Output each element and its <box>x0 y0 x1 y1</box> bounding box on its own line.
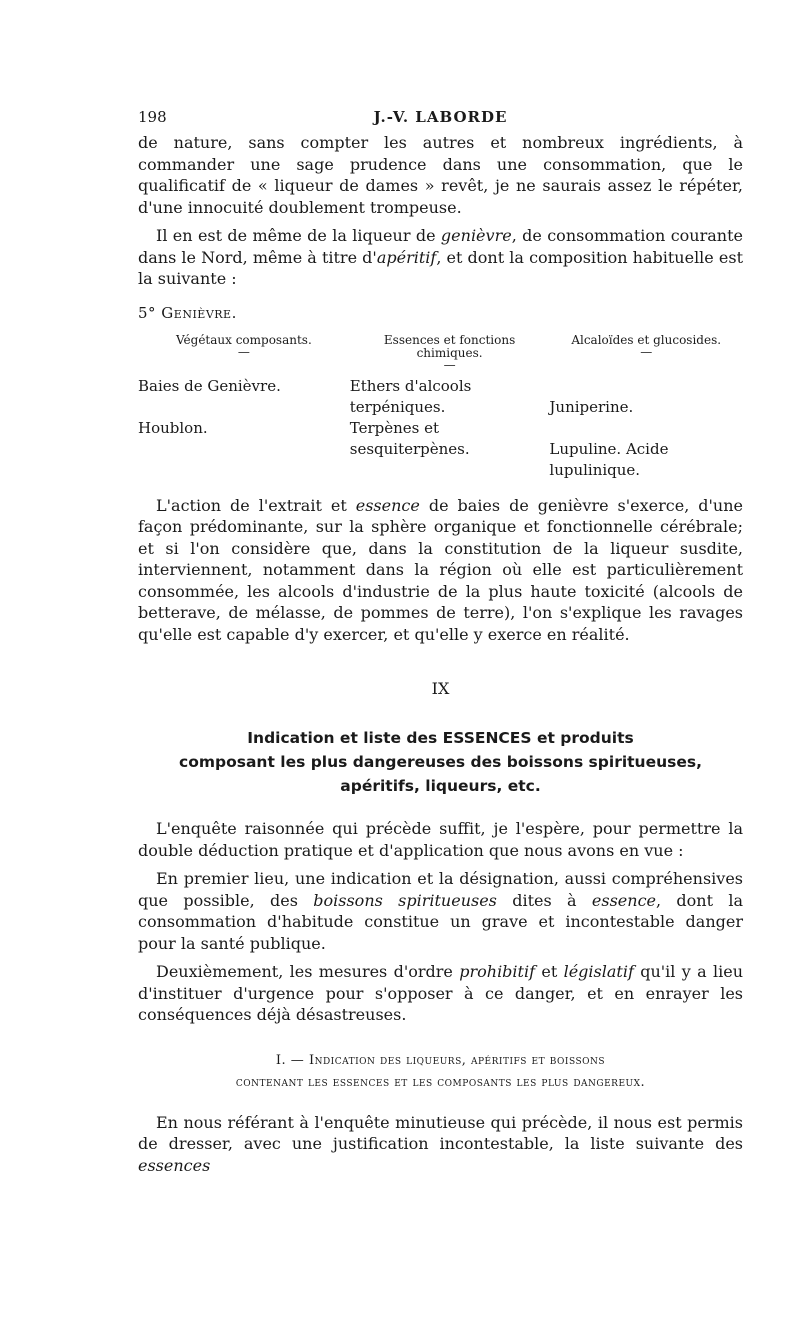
table-header-alcaloides: Alcaloïdes et glucosides. — <box>571 332 722 359</box>
table-cell: Terpènes et sesquiterpènes. <box>349 418 470 458</box>
section-title-line: apéritifs, liqueurs, etc. <box>340 777 541 795</box>
section-number: IX <box>431 679 450 698</box>
section-title <box>138 726 743 798</box>
paragraph-7: En nous référant à l'enquête minutieuse qui précède, il nous est permis de dresser, avec une justification incontestable, la liste suivante des essences <box>138 1112 743 1175</box>
running-title: J.-V. LABORDE <box>373 108 508 126</box>
subsection-title-line: contenant les essences et les composants les plus dangereux. <box>235 1074 646 1090</box>
recipe-subheading: 5° Genièvre. <box>138 303 237 322</box>
table-header-vegetaux: Végétaux composants. — <box>175 332 312 359</box>
table-cell: Ethers d'alcools terpéniques. <box>349 376 472 416</box>
paragraph-2: Il en est de même de la liqueur de genièvre, de consommation courante dans le Nord, même à titre d'apéritif, et dont la composition habituelle est la suivante : <box>138 226 744 288</box>
page <box>138 108 743 1176</box>
paragraph-1: de nature, sans compter les autres et nombreux ingrédients, à commander une sage prudence dans une consommation, que le qualificatif de « liqueur de dames » revêt, je ne saurais assez le répéter, d'une innocuité doublement trompeuse. <box>138 133 743 217</box>
section-title-line: composant les plus dangereuses des boissons spiritueuses, <box>179 753 702 771</box>
table-cell: Baies de Genièvre. <box>138 376 281 395</box>
subsection-title <box>138 1050 743 1094</box>
table-cell: Juniperine. <box>549 397 634 416</box>
subsection-title-line: I. — Indication des liqueurs, apéritifs et boissons <box>275 1052 606 1068</box>
page-number: 198 <box>138 108 167 126</box>
paragraph-3: L'action de l'extrait et essence de baies de genièvre s'exerce, d'une façon prédominante, sur la sphère organique et fonctionnelle cérébrale; et si l'on considère que, dans la constitution de la liqueur susdite, interviennent, notamment dans la région où elle est particulièrement consommée, les alcools d'industrie de la plus haute toxicité (alcools de betterave, de mélasse, de pommes de terre), l'on s'explique les ravages qu'elle est capable d'y exercer, et qu'elle y exerce en réalité. <box>138 495 743 644</box>
table-row <box>138 376 743 418</box>
paragraph-5: En premier lieu, une indication et la désignation, aussi compréhensives que possible, des boissons spiritueuses dites à essence, dont la consommation d'habitude constitue un grave et incontestable danger pour la santé publique. <box>138 869 744 953</box>
page-header <box>138 108 743 132</box>
table-header-essences: Essences et fonctions chimiques. — <box>383 332 516 372</box>
section-title-line: Indication et liste des ESSENCES et produits <box>247 729 634 747</box>
table-cell: Lupuline. Acide lupulinique. <box>549 439 669 479</box>
paragraph-6: Deuxièmement, les mesures d'ordre prohibitif et législatif qu'il y a lieu d'instituer d'urgence pour s'opposer à ce danger, et en enrayer les conséquences déjà désastreuses. <box>138 962 743 1024</box>
table-cell: Houblon. <box>138 418 208 437</box>
paragraph-4: L'enquête raisonnée qui précède suffit, je l'espère, pour permettre la double déduction pratique et d'application que nous avons en vue : <box>138 819 743 860</box>
composition-table <box>138 334 743 481</box>
table-row <box>138 418 743 481</box>
